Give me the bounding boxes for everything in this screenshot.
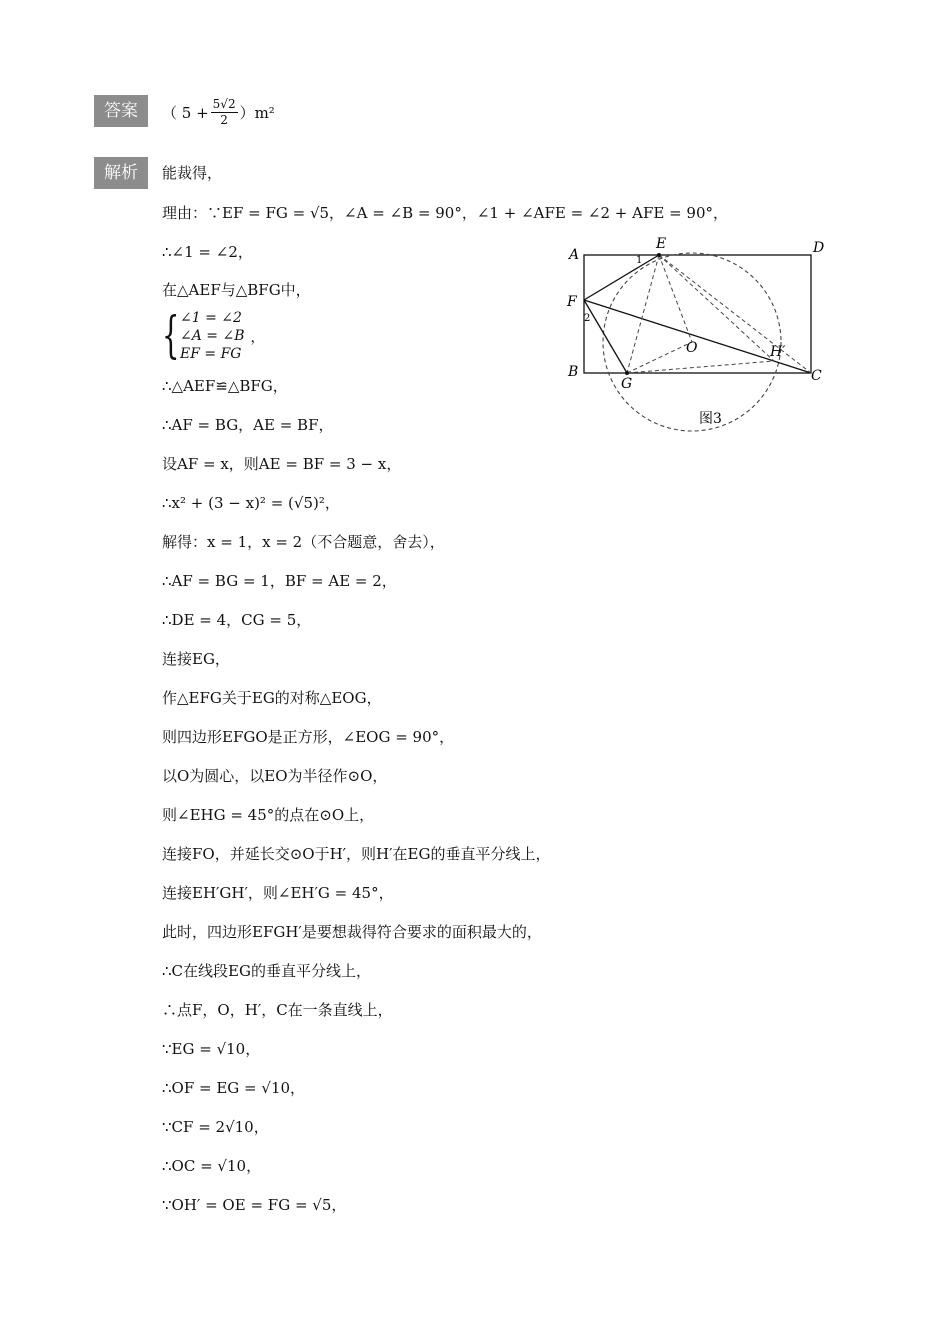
- segment-fg: [584, 300, 627, 373]
- solution-line: 设AF = x，则AE = BF = 3 − x，: [162, 455, 402, 473]
- left-brace: {: [162, 306, 180, 364]
- solution-line: ∵CF = 2√10，: [162, 1118, 269, 1136]
- answer-fraction: [211, 97, 238, 128]
- label-f: F: [567, 294, 577, 310]
- solution-line: 作△EFG关于EG的对称△EOG，: [162, 689, 382, 707]
- point-g: [625, 371, 629, 375]
- solution-line: ∵OH′ = OE = FG = √5，: [162, 1196, 347, 1214]
- segment-eh: [659, 255, 774, 361]
- solution-line: ∴C在线段EG的垂直平分线上，: [162, 962, 371, 980]
- label-b: B: [568, 364, 579, 380]
- angle-1-label: 1: [636, 255, 643, 266]
- solution-line: 能裁得，: [162, 164, 223, 182]
- system-eq-3: EF = FG: [180, 346, 242, 362]
- solution-line: 连接EG，: [162, 650, 230, 668]
- analysis-tag: 解析: [94, 157, 148, 189]
- solution-line: ∴点F，O，H′，C在一条直线上，: [162, 1001, 393, 1019]
- solution-line: ∴∠1 = ∠2，: [162, 243, 253, 261]
- answer-close: ）m²: [239, 103, 275, 122]
- label-h-prime: H′: [770, 344, 786, 360]
- angle-2-label: 2: [584, 313, 591, 324]
- segment-go: [627, 342, 692, 373]
- solution-line: ∴OC = √10，: [162, 1157, 262, 1175]
- solution-line: 此时，四边形EFGH′是要想裁得符合要求的面积最大的，: [162, 923, 542, 941]
- system-tail: ，: [250, 330, 265, 346]
- label-g: G: [621, 376, 633, 392]
- label-o: O: [686, 340, 698, 356]
- answer-fraction-numerator: 5√2: [212, 96, 236, 111]
- system-eq-2: ∠A = ∠B: [180, 328, 245, 344]
- solution-line: 解得：x = 1，x = 2（不合题意，舍去），: [162, 533, 445, 551]
- solution-line: ∴DE = 4，CG = 5，: [162, 611, 312, 629]
- label-d: D: [813, 240, 825, 256]
- answer-tag: 答案: [94, 95, 148, 127]
- solution-line: ∴x² + (3 − x)² = (√5)²，: [162, 494, 340, 512]
- geometry-figure: [560, 232, 840, 432]
- solution-line: 以O为圆心，以EO为半径作⊙O，: [162, 767, 388, 785]
- solution-line: ∴AF = BG，AE = BF，: [162, 416, 334, 434]
- solution-line: 则四边形EFGO是正方形，∠EOG = 90°，: [162, 728, 455, 746]
- solution-line: 则∠EHG = 45°的点在⊙O上，: [162, 806, 375, 824]
- segment-fe: [584, 255, 659, 300]
- label-a: A: [569, 247, 580, 263]
- label-e: E: [656, 236, 667, 252]
- solution-line: 理由：∵EF = FG = √5，∠A = ∠B = 90°，∠1 + ∠AFE = ∠2 + AFE = 90°，: [162, 204, 729, 222]
- segment-eg: [627, 255, 659, 373]
- system-eq-1: ∠1 = ∠2: [180, 310, 242, 326]
- segment-fc: [584, 300, 811, 373]
- solution-line: ∴OF = EG = √10，: [162, 1079, 306, 1097]
- figure-caption: 图3: [699, 411, 722, 427]
- answer-value: [162, 92, 275, 132]
- point-e: [657, 253, 661, 257]
- answer-open: （ 5 +: [162, 103, 209, 122]
- label-c: C: [811, 368, 822, 384]
- solution-line: ∴AF = BG = 1，BF = AE = 2，: [162, 572, 397, 590]
- solution-line: 连接FO，并延长交⊙O于H′，则H′在EG的垂直平分线上，: [162, 845, 551, 863]
- answer-fraction-denominator: 2: [220, 112, 228, 127]
- solution-line: ∴△AEF≌△BFG，: [162, 377, 288, 395]
- solution-line: 连接EH′GH′，则∠EH′G = 45°，: [162, 884, 394, 902]
- equation-system: [162, 306, 265, 365]
- solution-line: ∵EG = √10，: [162, 1040, 261, 1058]
- solution-line: 在△AEF与△BFG中，: [162, 281, 311, 299]
